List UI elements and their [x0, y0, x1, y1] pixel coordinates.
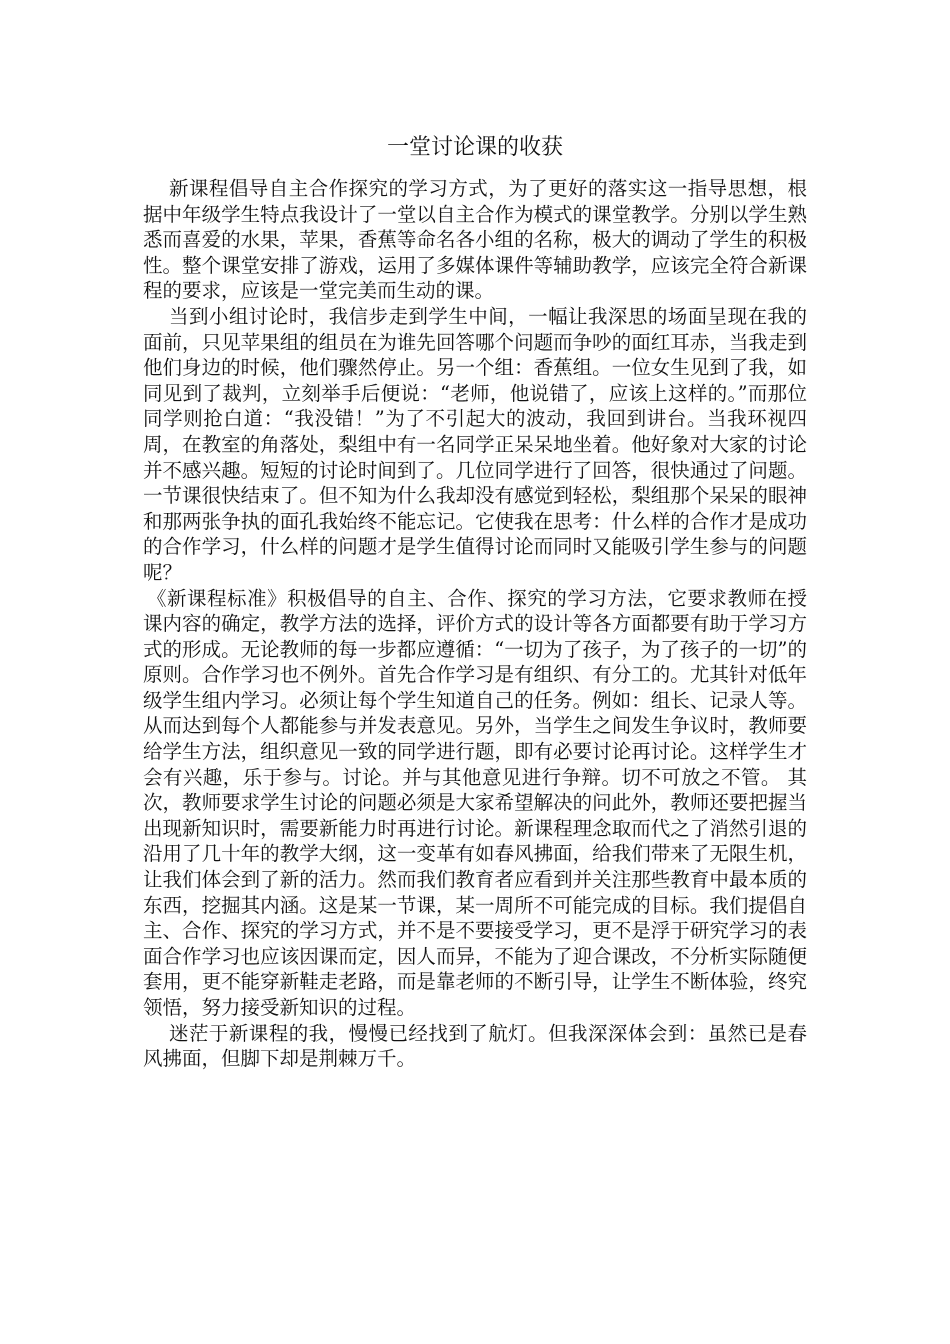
- document-body: [143, 176, 807, 1072]
- paragraph-4: 迷茫于新课程的我，慢慢已经找到了航灯。但我深深体会到：虽然已是春风拂面，但脚下却是荆棘万千。: [143, 1021, 807, 1071]
- paragraph-2: 当到小组讨论时，我信步走到学生中间，一幅让我深思的场面呈现在我的面前，只见苹果组的组员在为谁先回答哪个问题而争吵的面红耳赤，当我走到他们身边的时候，他们骤然停止。另一个组：香蕉组。一位女生见到了我，如同见到了裁判，立刻举手后便说：“老师，他说错了，应该上这样的。”而那位同学则抢白道：“我没错！”为了不引起大的波动，我回到讲台。当我环视四周，在教室的角落处，梨组中有一名同学正呆呆地坐着。他好象对大家的讨论并不感兴趣。短短的讨论时间到了。几位同学进行了回答，很快通过了问题。一节课很快结束了。但不知为什么我却没有感觉到轻松，梨组那个呆呆的眼神和那两张争执的面孔我始终不能忘记。它使我在思考：什么样的合作才是成功的合作学习，什么样的问题才是学生值得讨论而同时又能吸引学生参与的问题呢？: [143, 304, 807, 584]
- document-title: 一堂讨论课的收获: [386, 135, 563, 160]
- paragraph-3: 《新课程标准》积极倡导的自主、合作、探究的学习方法，它要求教师在授课内容的确定，教学方法的选择，评价方式的设计等各方面都要有助于学习方式的形成。无论教师的每一步都应遵循：“一切为了孩子，为了孩子的一切”的原则。合作学习也不例外。首先合作学习是有组织、有分工的。尤其针对低年级学生组内学习。必须让每个学生知道自己的任务。例如：组长、记录人等。从而达到每个人都能参与并发表意见。另外，当学生之间发生争议时，教师要给学生方法，组织意见一致的同学进行题，即有必要讨论再讨论。这样学生才会有兴趣，乐于参与。讨论。并与其他意见进行争辩。切不可放之不管。 其次，教师要求学生讨论的问题必须是大家希望解决的问此外，教师还要把握当出现新知识时，需要新能力时再进行讨论。新课程理念取而代之了消然引退的沿用了几十年的教学大纲，这一变革有如春风拂面，给我们带来了无限生机，让我们体会到了新的活力。然而我们教育者应看到并关注那些教育中最本质的东西，挖掘其内涵。这是某一节课，某一周所不可能完成的目标。我们提倡自主、合作、探究的学习方式，并不是不要接受学习，更不是浮于研究学习的表面合作学习也应该因课而定，因人而异，不能为了迎合课改，不分析实际随便套用，更不能穿新鞋走老路，而是靠老师的不断引导，让学生不断体验，终究领悟，努力接受新知识的过程。: [143, 586, 807, 1019]
- paragraph-1: 新课程倡导自主合作探究的学习方式，为了更好的落实这一指导思想，根据中年级学生特点我设计了一堂以自主合作为模式的课堂教学。分别以学生熟悉而喜爱的水果，苹果，香蕉等命名各小组的名称，极大的调动了学生的积极性。整个课堂安排了游戏，运用了多媒体课件等辅助教学，应该完全符合新课程的要求，应该是一堂完美而生动的课。: [143, 177, 807, 303]
